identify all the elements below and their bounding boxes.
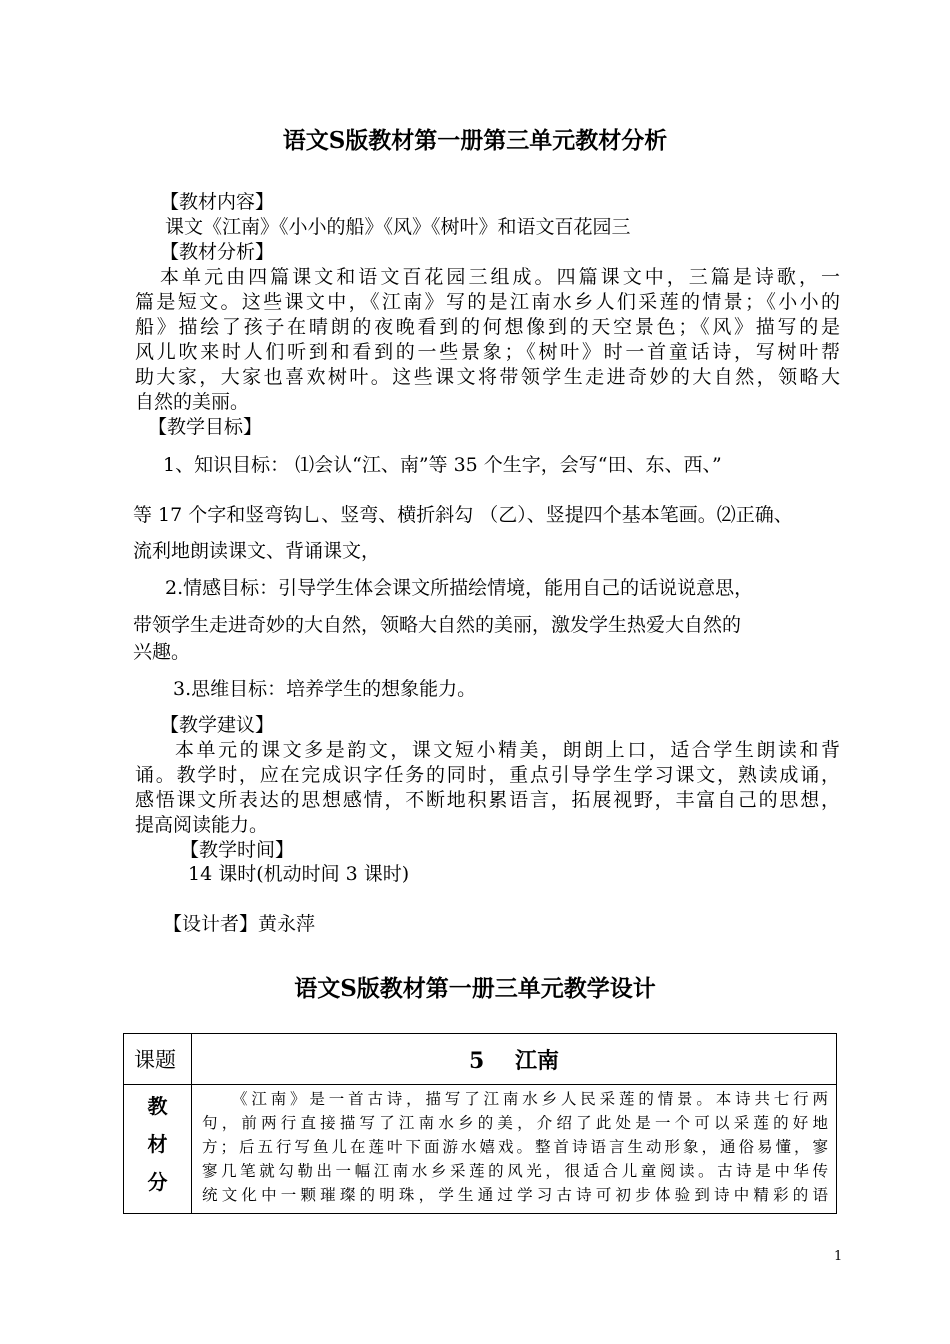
goal-knowledge-line: 流利地朗读课文、背诵课文， — [133, 540, 381, 562]
goal-emotion-line: 兴趣。 — [133, 641, 191, 663]
time-heading: 【教学时间】 — [180, 839, 295, 861]
side-label-char: 材 — [147, 1132, 168, 1156]
suggestions-heading: 【教学建议】 — [160, 714, 275, 736]
topic-title: 5 江南 — [192, 1034, 837, 1085]
analysis-line: 风儿吹来时人们听到和看到的一些景象；《树叶》时一首童话诗，写树叶帮 — [135, 341, 840, 363]
side-label-char: 教 — [147, 1094, 168, 1118]
content-text: 课文《江南》《小小的船》《风》《树叶》和语文百花园三 — [165, 216, 631, 238]
analysis-line: 自然的美丽。 — [135, 391, 250, 413]
lesson-analysis-line: 《江南》是一首古诗，描写了江南水乡人民采莲的情景。本诗共七行两 — [232, 1090, 828, 1108]
lesson-table — [123, 1033, 837, 1214]
goal-emotion-line: 带领学生走进奇妙的大自然，领略大自然的美丽，激发学生热爱大自然的 — [133, 614, 742, 636]
lesson-analysis-line: 句，前两行直接描写了江南水乡的美，介绍了此处是一个可以采莲的好地 — [202, 1114, 828, 1132]
goal-knowledge-line: 1、知识目标： ⑴会认“江、南”等 35 个生字，会写“田、东、西、” — [163, 454, 722, 476]
lesson-analysis-line: 方；后五行写鱼儿在莲叶下面游水嬉戏。整首诗语言生动形象，通俗易懂，寥 — [202, 1138, 828, 1156]
topic-label: 课题 — [124, 1034, 192, 1085]
time-text: 14 课时(机动时间 3 课时) — [188, 863, 410, 885]
page-title: 语文S版教材第一册第三单元教材分析 — [282, 127, 668, 154]
goal-thinking: 3.思维目标：培养学生的想象能力。 — [173, 678, 477, 700]
analysis-line: 本单元由四篇课文和语文百花园三组成。四篇课文中，三篇是诗歌，一 — [160, 266, 840, 288]
section-title: 语文S版教材第一册三单元教学设计 — [294, 975, 656, 1002]
lesson-analysis-line: 统文化中一颗璀璨的明珠，学生通过学习古诗可初步体验到诗中精彩的语 — [202, 1186, 828, 1204]
page-number: 1 — [834, 1249, 843, 1264]
suggestions-line: 提高阅读能力。 — [135, 814, 269, 836]
suggestions-line: 感悟课文所表达的思想感情，不断地积累语言，拓展视野，丰富自己的思想， — [135, 789, 840, 811]
goals-heading: 【教学目标】 — [148, 416, 263, 438]
lesson-analysis-line: 寥几笔就勾勒出一幅江南水乡采莲的风光，很适合儿童阅读。古诗是中华传 — [202, 1162, 828, 1180]
goal-emotion-line: 2.情感目标：引导学生体会课文所描绘情境，能用自己的话说说意思， — [165, 577, 754, 599]
analysis-line: 助大家，大家也喜欢树叶。这些课文将带领学生走进奇妙的大自然，领略大 — [135, 366, 840, 388]
designer: 【设计者】黄永萍 — [163, 913, 316, 935]
table-row — [124, 1034, 837, 1085]
content-heading: 【教材内容】 — [160, 191, 275, 213]
lesson-analysis-text — [192, 1085, 837, 1214]
analysis-heading: 【教材分析】 — [160, 241, 275, 263]
suggestions-line: 本单元的课文多是韵文，课文短小精美，朗朗上口，适合学生朗读和背 — [175, 739, 840, 761]
analysis-line: 篇是短文。这些课文中，《江南》写的是江南水乡人们采莲的情景；《小小的 — [135, 291, 840, 313]
side-label-char: 分 — [147, 1170, 168, 1194]
suggestions-line: 诵。教学时，应在完成识字任务的同时，重点引导学生学习课文，熟读成诵， — [135, 764, 840, 786]
goal-knowledge-line: 等 17 个字和竖弯钩乚、竖弯、横折斜勾 （乙）、竖提四个基本笔画。⑵正确、 — [133, 504, 793, 526]
analysis-line: 船》描绘了孩子在晴朗的夜晚看到的何想像到的天空景色；《风》描写的是 — [135, 316, 840, 338]
analysis-side-label — [124, 1085, 192, 1214]
table-row — [124, 1085, 837, 1214]
